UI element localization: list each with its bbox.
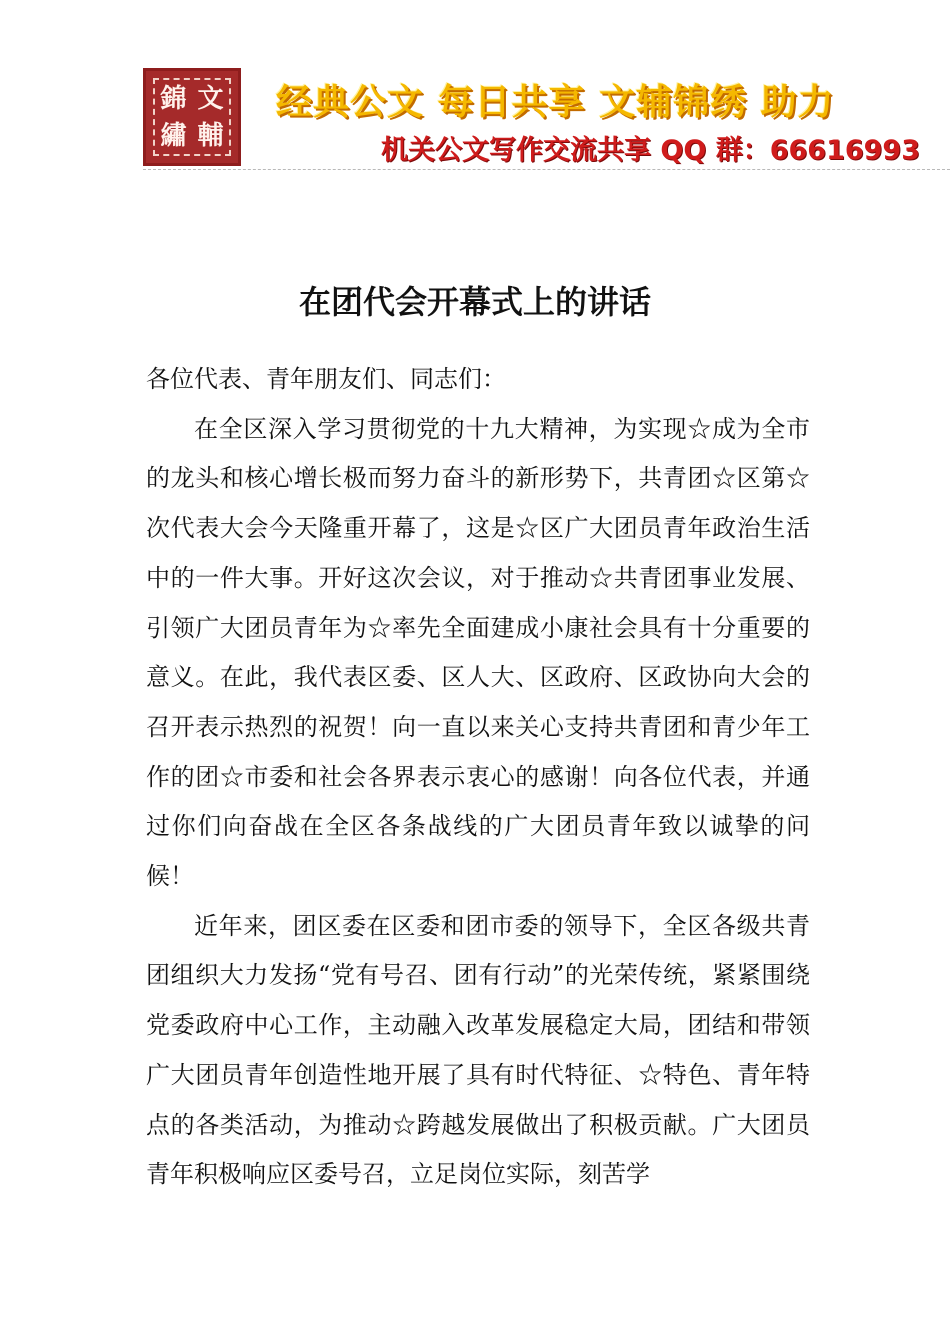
body-paragraph: 在全区深入学习贯彻党的十九大精神，为实现☆成为全市的龙头和核心增长极而努力奋斗的新形势下，共青团☆区第☆次代表大会今天隆重开幕了，这是☆区广大团员青年政治生活中的一件大事。开好这次会议，对于推动☆共青团事业发展、引领广大团员青年为☆率先全面建成小康社会具有十分重要的意义。在此，我代表区委、区人大、区政府、区政协向大会的召开表示热烈的祝贺！向一直以来关心支持共青团和青少年工作的团☆市委和社会各界表示衷心的感谢！向各位代表，并通过你们向奋战在全区各条战线的广大团员青年致以诚挚的问候！ <box>146 414 810 891</box>
seal-char: 文 <box>197 83 224 114</box>
seal-logo-inner <box>153 78 231 156</box>
seal-logo <box>143 68 241 166</box>
header-banner <box>143 68 950 172</box>
header-slogan: 经典公文 每日共享 文辅锦绣 助力 <box>276 82 835 123</box>
document-title: 在团代会开幕式上的讲话 <box>298 283 651 321</box>
seal-char: 錦 <box>160 83 187 114</box>
document-body <box>146 355 810 1200</box>
salutation: 各位代表、青年朋友们、同志们： <box>146 365 506 393</box>
seal-char: 繡 <box>160 120 187 151</box>
header-divider <box>143 169 950 170</box>
body-paragraph: 近年来，团区委在区委和团市委的领导下，全区各级共青团组织大力发扬“党有号召、团有行动”的光荣传统，紧紧围绕党委政府中心工作，主动融入改革发展稳定大局，团结和带领广大团员青年创造性地开展了具有时代特征、☆特色、青年特点的各类活动，为推动☆跨越发展做出了积极贡献。广大团员青年积极响应区委号召，立足岗位实际，刻苦学 <box>146 911 810 1189</box>
seal-char: 輔 <box>197 120 224 151</box>
header-qq-group: 机关公文写作交流共享 QQ 群：66616993 <box>381 135 920 166</box>
